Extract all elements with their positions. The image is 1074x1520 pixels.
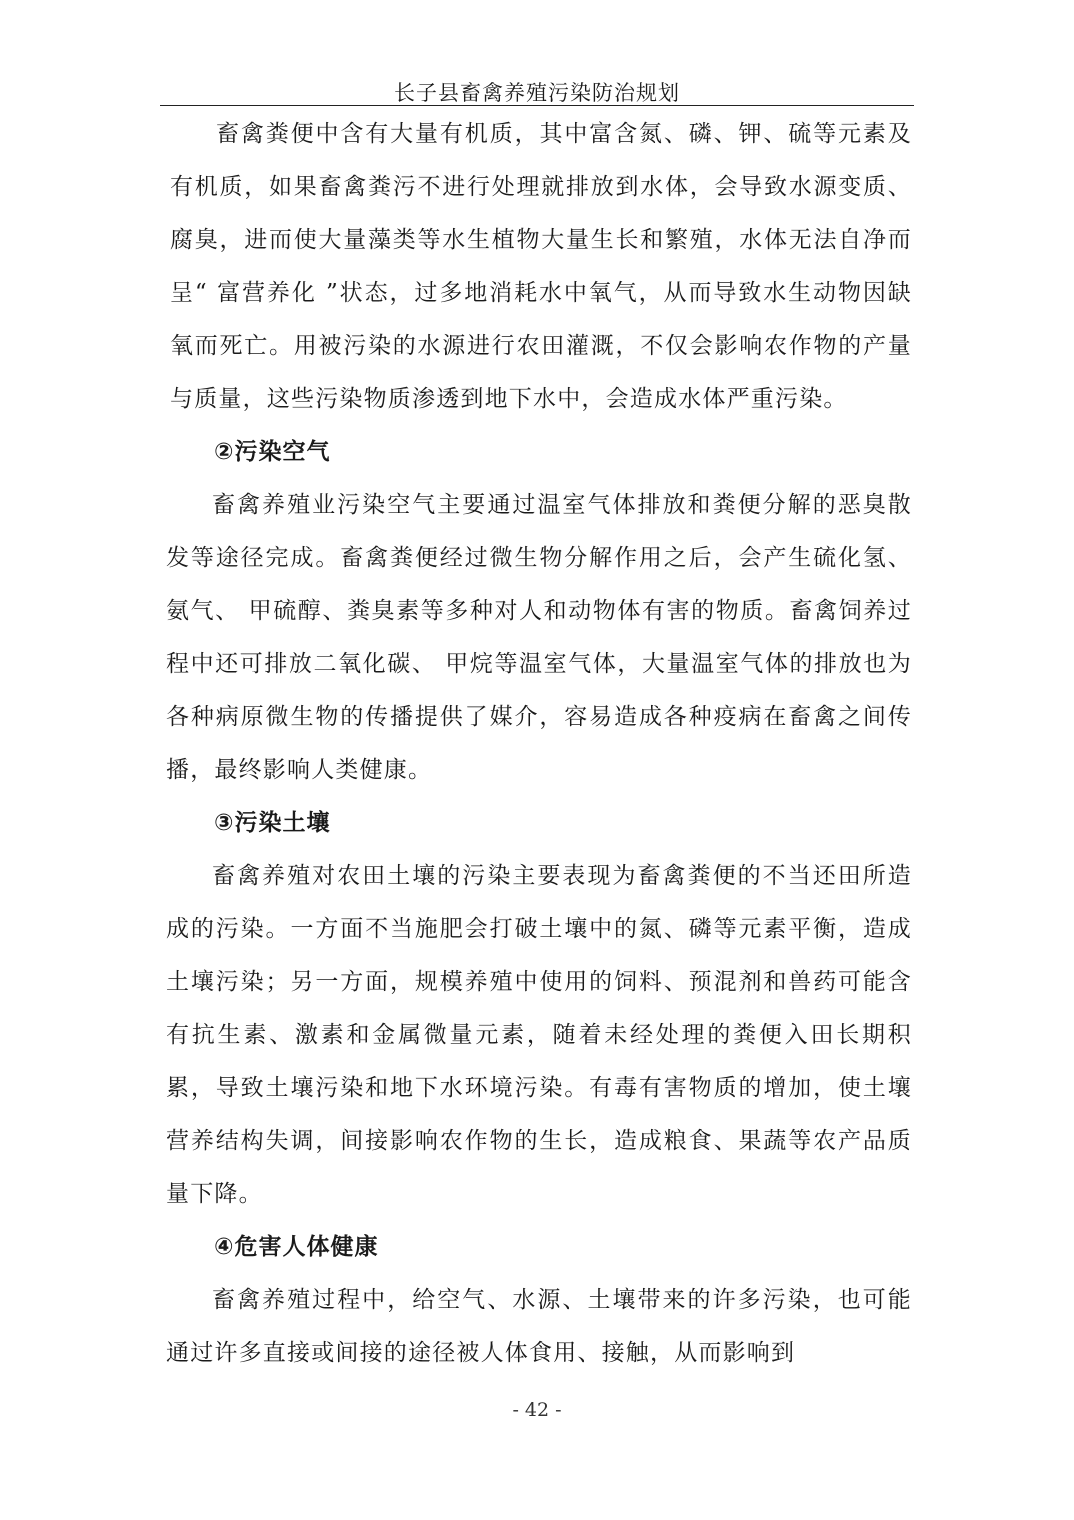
section-heading-soil-pollution: ③污染土壤 <box>214 810 331 836</box>
header-divider <box>160 105 914 106</box>
section-heading-human-health: ④危害人体健康 <box>214 1234 379 1260</box>
page-number: - 42 - <box>512 1399 562 1421</box>
paragraph-air-pollution: 畜禽养殖业污染空气主要通过温室气体排放和粪便分解的恶臭散发等途径完成。畜禽粪便经过微生物分解作用之后，会产生硫化氢、氨气、 甲硫醇、粪臭素等多种对人和动物体有害的物质。畜禽饲养过程中还可排放二氧化碳、 甲烷等温室气体，大量温室气体的排放也为各种病原微生物的传播提供了媒介，容易造成各种疫病在畜禽之间传播，最终影响人类健康。 <box>166 492 912 783</box>
paragraph-soil-pollution: 畜禽养殖对农田土壤的污染主要表现为畜禽粪便的不当还田所造成的污染。一方面不当施肥会打破土壤中的氮、磷等元素平衡，造成土壤污染；另一方面，规模养殖中使用的饲料、预混剂和兽药可能含有抗生素、激素和金属微量元素，随着未经处理的粪便入田长期积累，导致土壤污染和地下水环境污染。有毒有害物质的增加，使土壤营养结构失调，间接影响农作物的生长，造成粮食、果蔬等农产品质量下降。 <box>166 863 912 1207</box>
document-body <box>166 108 912 1380</box>
section-heading-air-pollution: ②污染空气 <box>214 439 331 465</box>
page-header-title: 长子县畜禽养殖污染防治规划 <box>394 81 680 105</box>
paragraph-water-pollution: 畜禽粪便中含有大量有机质，其中富含氮、磷、钾、硫等元素及有机质，如果畜禽粪污不进行处理就排放到水体，会导致水源变质、腐臭，进而使大量藻类等水生植物大量生长和繁殖，水体无法自净而呈“ 富营养化 ”状态，过多地消耗水中氧气，从而导致水生动物因缺氧而死亡。用被污染的水源进行农田灌溉，不仅会影响农作物的产量与质量，这些污染物质渗透到地下水中，会造成水体严重污染。 <box>170 121 912 412</box>
paragraph-human-health: 畜禽养殖过程中，给空气、水源、土壤带来的许多污染，也可能通过许多直接或间接的途径被人体食用、接触，从而影响到 <box>166 1287 912 1366</box>
